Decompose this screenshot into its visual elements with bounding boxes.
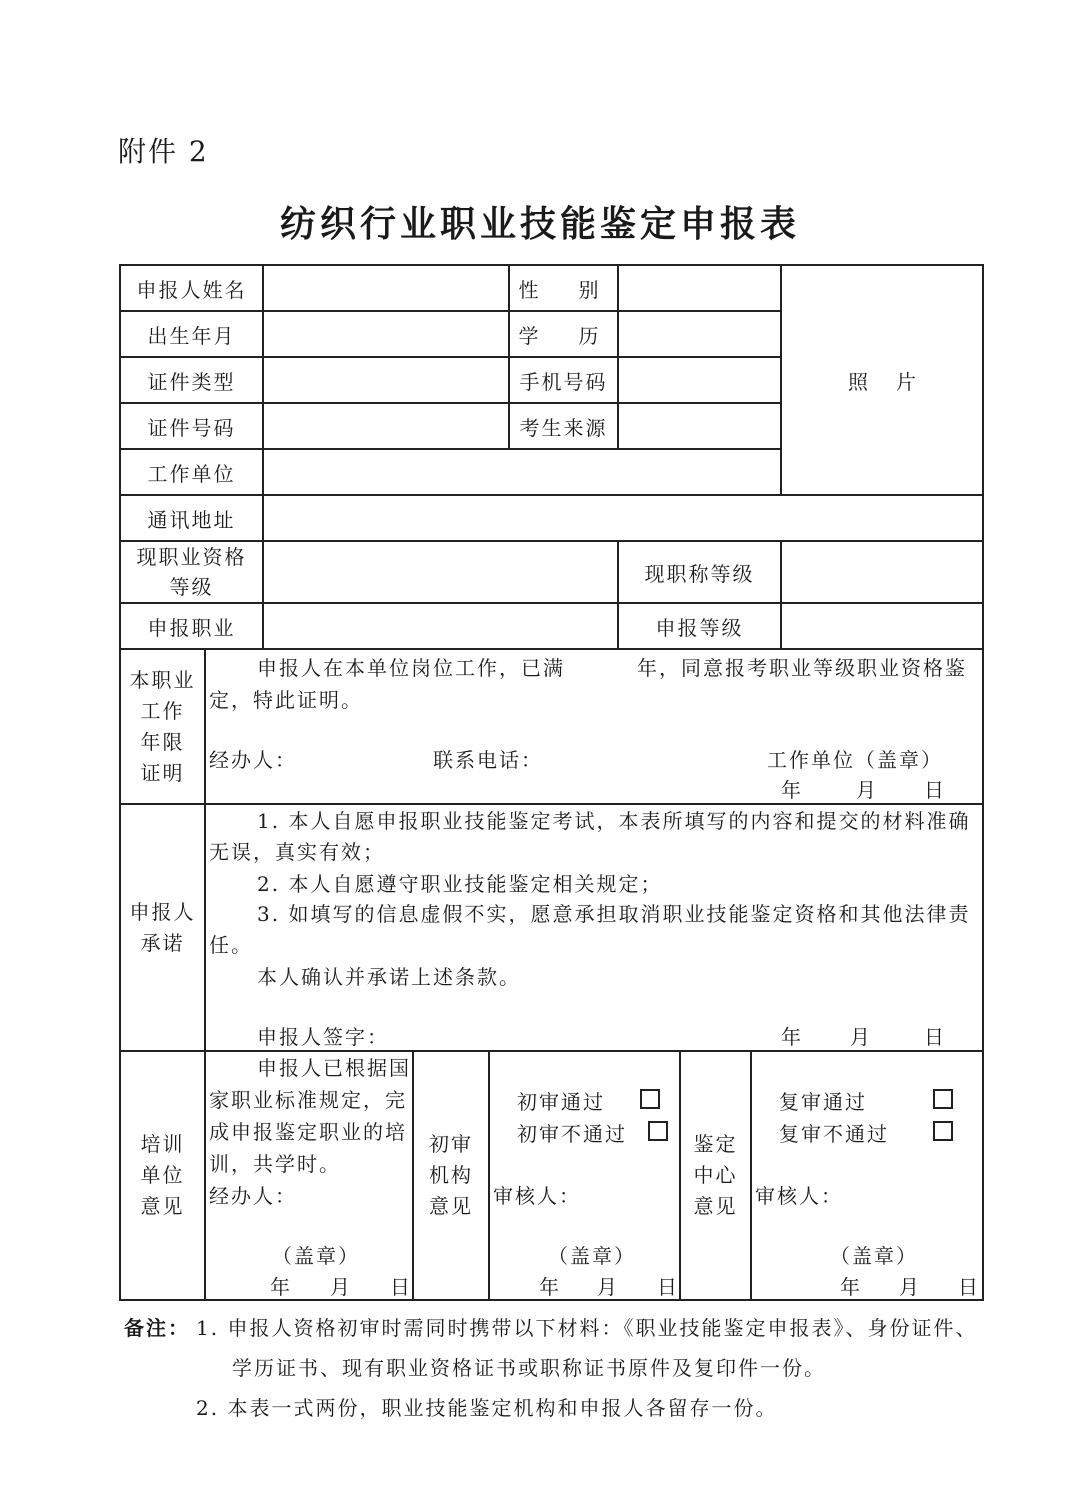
first-fail-checkbox[interactable] bbox=[648, 1121, 668, 1141]
certificate-label bbox=[120, 649, 205, 804]
workplace-label: 工作单位 bbox=[147, 461, 236, 486]
center-year: 年 bbox=[840, 1275, 862, 1299]
center-review-label-line: 中心 bbox=[693, 1163, 738, 1187]
current-level-field[interactable] bbox=[263, 541, 618, 603]
workplace-field[interactable] bbox=[263, 449, 781, 495]
apply-level-field[interactable] bbox=[781, 603, 983, 649]
pledge-signature: 申报人签字： bbox=[257, 1025, 389, 1049]
training-year: 年 bbox=[270, 1275, 292, 1299]
pledge-label bbox=[120, 804, 205, 1051]
current-level-label-line2: 等级 bbox=[169, 575, 214, 599]
first-year: 年 bbox=[539, 1275, 561, 1299]
certificate-handler: 经办人： bbox=[209, 748, 297, 772]
training-month: 月 bbox=[330, 1275, 352, 1299]
first-fail-label: 初审不通过 bbox=[517, 1122, 627, 1146]
name-label: 申报人姓名 bbox=[136, 277, 247, 302]
first-day: 日 bbox=[657, 1275, 679, 1299]
id-type-label: 证件类型 bbox=[147, 369, 236, 394]
id-number-label: 证件号码 bbox=[147, 415, 236, 440]
pledge-year: 年 bbox=[781, 1025, 803, 1049]
address-label: 通讯地址 bbox=[147, 507, 236, 532]
first-review-label bbox=[413, 1051, 489, 1300]
center-review-label bbox=[680, 1051, 751, 1300]
center-review-label-line: 意见 bbox=[693, 1194, 738, 1218]
id-number-field[interactable] bbox=[263, 403, 509, 449]
current-level-label bbox=[120, 541, 263, 603]
training-label-line: 培训 bbox=[140, 1132, 185, 1156]
notes bbox=[124, 1308, 994, 1428]
source-field[interactable] bbox=[618, 403, 781, 449]
second-pass-checkbox[interactable] bbox=[933, 1089, 953, 1109]
pledge-day: 日 bbox=[924, 1025, 946, 1049]
first-month: 月 bbox=[597, 1275, 619, 1299]
center-month: 月 bbox=[899, 1275, 921, 1299]
certificate-label-line: 本职业 bbox=[129, 667, 196, 692]
education-field[interactable] bbox=[618, 311, 781, 357]
certificate-label-line: 年限 bbox=[140, 729, 185, 754]
second-reviewer: 审核人： bbox=[755, 1184, 843, 1208]
first-seal: （盖章） bbox=[548, 1244, 636, 1268]
current-title-field[interactable] bbox=[781, 541, 983, 603]
training-day: 日 bbox=[390, 1275, 412, 1299]
apply-job-field[interactable] bbox=[263, 603, 618, 649]
certificate-label-line: 工作 bbox=[140, 698, 185, 723]
certificate-month: 月 bbox=[856, 778, 878, 802]
certificate-day: 日 bbox=[924, 778, 946, 802]
first-pass-checkbox[interactable] bbox=[640, 1089, 660, 1109]
certificate-year: 年 bbox=[781, 778, 803, 802]
training-text: 申报人已根据国家职业标准规定，完成申报鉴定职业的培训，共学时。 bbox=[209, 1056, 411, 1176]
second-pass-label: 复审通过 bbox=[779, 1090, 867, 1114]
pledge-item1: 1. 本人自愿申报职业技能鉴定考试，本表所填写的内容和提交的材料准确无误，真实有效； bbox=[209, 809, 971, 864]
first-pass-label: 初审通过 bbox=[517, 1090, 605, 1114]
attachment-label: 附件 2 bbox=[118, 135, 209, 168]
training-handler: 经办人： bbox=[209, 1184, 297, 1208]
certificate-unit-seal: 工作单位（盖章） bbox=[767, 748, 943, 772]
pledge-label-line: 申报人 bbox=[129, 899, 196, 924]
training-label-line: 单位 bbox=[140, 1163, 185, 1187]
certificate-contact: 联系电话： bbox=[433, 748, 543, 772]
first-review-label-line: 初审 bbox=[429, 1132, 473, 1156]
first-review-label-line: 意见 bbox=[429, 1194, 473, 1218]
first-review-label-line: 机构 bbox=[429, 1163, 473, 1187]
notes-label: 备注： bbox=[124, 1316, 190, 1340]
training-label-line: 意见 bbox=[140, 1194, 185, 1218]
center-day: 日 bbox=[958, 1275, 980, 1299]
gender-field[interactable] bbox=[618, 265, 781, 311]
current-title-label: 现职称等级 bbox=[644, 561, 755, 586]
current-level-label-line1: 现职业资格 bbox=[136, 545, 247, 569]
id-type-field[interactable] bbox=[263, 357, 509, 403]
second-fail-checkbox[interactable] bbox=[933, 1121, 953, 1141]
pledge-item3: 3. 如填写的信息虚假不实，愿意承担取消职业技能鉴定资格和其他法律责任。 bbox=[209, 902, 971, 957]
training-label bbox=[120, 1051, 205, 1300]
phone-label: 手机号码 bbox=[519, 369, 608, 394]
birth-label: 出生年月 bbox=[147, 323, 236, 348]
first-reviewer: 审核人： bbox=[493, 1184, 581, 1208]
center-seal: （盖章） bbox=[830, 1244, 918, 1268]
training-seal: （盖章） bbox=[272, 1244, 360, 1268]
note-1: 1. 申报人资格初审时需同时携带以下材料：《职业技能鉴定申报表》、身份证件、学历证书、现有职业资格证书或职称证书原件及复印件一份。 bbox=[196, 1316, 978, 1380]
pledge-label-line: 承诺 bbox=[140, 930, 185, 955]
note-2: 2. 本表一式两份，职业技能鉴定机构和申报人各留存一份。 bbox=[196, 1396, 778, 1420]
pledge-confirm: 本人确认并承诺上述条款。 bbox=[257, 965, 521, 989]
birth-field[interactable] bbox=[263, 311, 509, 357]
apply-job-label: 申报职业 bbox=[147, 615, 236, 640]
page-title: 纺织行业职业技能鉴定申报表 bbox=[279, 204, 800, 245]
apply-level-label: 申报等级 bbox=[655, 615, 744, 640]
source-label: 考生来源 bbox=[519, 415, 608, 440]
pledge-item2: 2. 本人自愿遵守职业技能鉴定相关规定； bbox=[257, 872, 663, 896]
certificate-label-line: 证明 bbox=[140, 760, 185, 785]
second-fail-label: 复审不通过 bbox=[779, 1122, 889, 1146]
address-field[interactable] bbox=[263, 495, 983, 541]
education-label: 学 历 bbox=[518, 323, 609, 348]
pledge-month: 月 bbox=[850, 1025, 872, 1049]
certificate-text-a: 申报人在本单位岗位工作，已满 bbox=[257, 656, 565, 680]
photo-box[interactable]: 照片 bbox=[848, 369, 944, 394]
center-review-label-line: 鉴定 bbox=[693, 1132, 738, 1156]
certificate-text-b: 年，同意报考职业等级职业资格鉴定，特此证明。 bbox=[209, 656, 967, 712]
gender-label: 性 别 bbox=[518, 277, 609, 302]
phone-field[interactable] bbox=[618, 357, 781, 403]
name-field[interactable] bbox=[263, 265, 509, 311]
